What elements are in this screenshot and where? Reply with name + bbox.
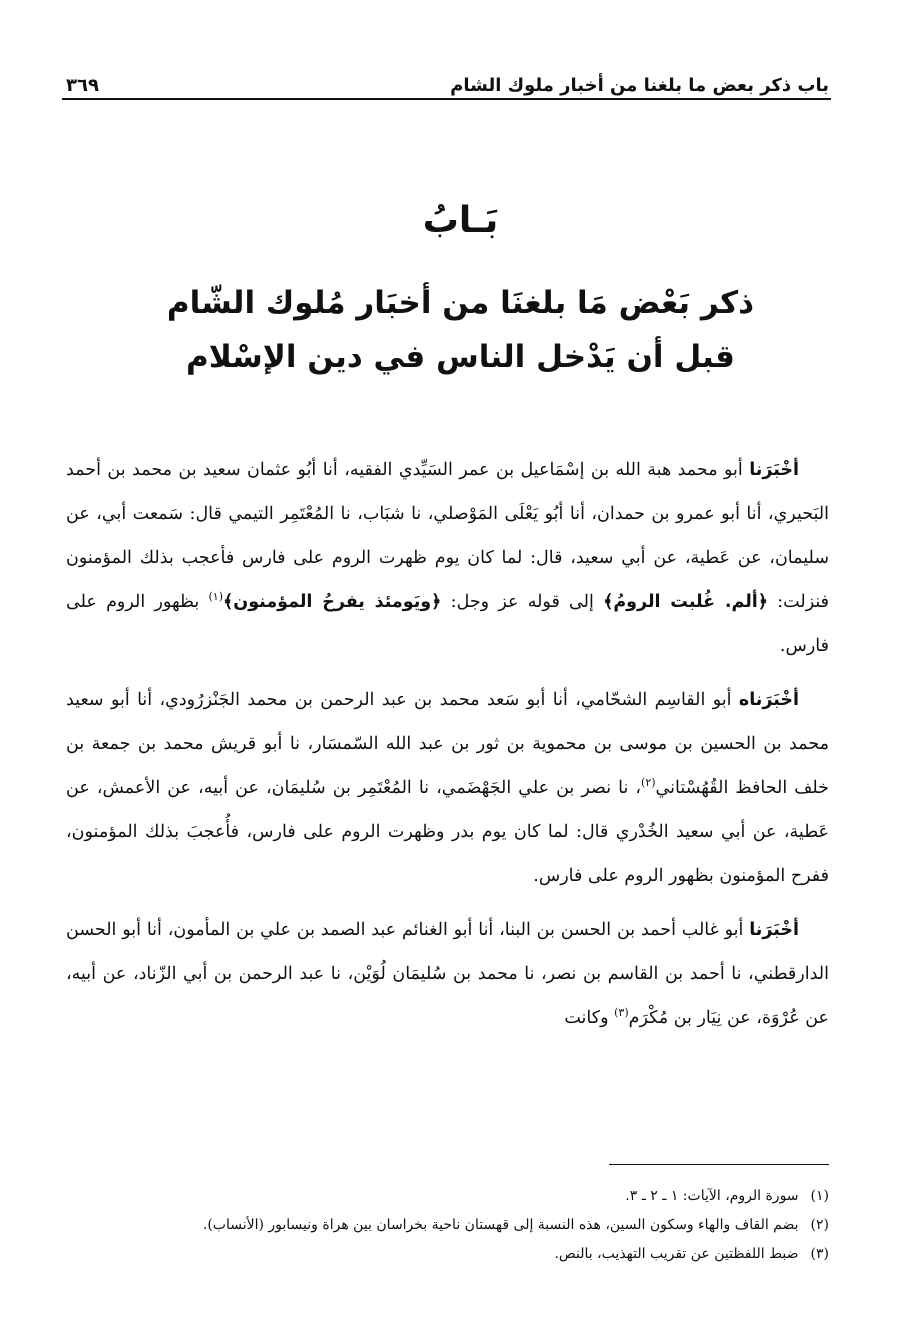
footnote-text: سورة الروم، الآيات: ١ ـ ٢ ـ ٣. xyxy=(625,1188,799,1204)
paragraph-text: وكانت xyxy=(564,1008,615,1028)
footnote-ref: (٢) xyxy=(641,776,656,790)
page-number: ٣٦٩ xyxy=(66,75,99,96)
footnote-item xyxy=(66,1211,829,1240)
paragraph-text: أبو محمد هبة الله بن إسْمَاعيل بن عمر السَيِّدي الفقيه، أنا أبُو عثمان سعيد بن محمد بن أحمد البَحيري، أنا أبو عمرو بن حمدان، أنا أبُو يَعْلَى المَوْصلي، نا شبَاب، نا المُعْتَمِر التيمي قال: سَمعت أبي، عن سليمان، عن عَطية، عن أبي سعيد، قال: لما كان يوم ظهرت الروم على فارس فأعجب بذلك المؤمنون فنزلت: xyxy=(66,460,829,612)
header-divider xyxy=(62,98,831,100)
footnote-number: (٢) xyxy=(810,1217,829,1233)
footnote-text: ضبط اللفظتين عن تقريب التهذيب، بالنص. xyxy=(554,1246,799,1262)
paragraph-text: ، نا نصر بن علي الجَهْضَمي، نا المُعْتَمِر بن سُليمَان، عن أبيه، عن الأعمش، عن عَطية، عن أبي سعيد الخُدْري قال: لما كان يوم بدر وظهرت الروم على فارس، فأُعجبَ بذلك المؤمنون، ففرح المؤمنون بظهور الروم على فارس. xyxy=(66,778,829,886)
paragraph-text: أبو القاسِم الشحّامي، أنا أبو سَعد محمد بن عبد الرحمن بن محمد الجَنْزرُودي، أنا أبو سعيد محمد بن الحسين بن موسى بن محموية بن ثور بن عبد الله السّمسَار، نا أبو قريش محمد بن جمعة بن خلف الحافظ القُهُسْتاني xyxy=(66,690,829,798)
paragraph-lead: أخْبَرَنا xyxy=(749,920,799,940)
quran-quote: ﴿ويَومئذ يفرحُ المؤمنون﴾ xyxy=(223,592,442,612)
chapter-title xyxy=(60,276,861,384)
paragraph-3 xyxy=(66,908,829,1040)
body-text xyxy=(66,448,829,1050)
paragraph-text: أبو غالب أحمد بن الحسن بن البنا، أنا أبو الغنائم عبد الصمد بن علي بن المأمون، أنا أبو الحسن الدارقطني، نا أحمد بن القاسم بن نصر، نا محمد بن سُليمَان لُوَيْن، نا عبد الرحمن بن أبي الزّناد، عن أبيه، عن عُرْوَة، عن نِيَار بن مُكْرَم xyxy=(66,920,829,1028)
chapter-label: بَـابُ xyxy=(422,200,499,241)
footnote-ref: (١) xyxy=(208,590,224,604)
paragraph-text: بظهور الروم على فارس. xyxy=(66,592,829,656)
footnote-item xyxy=(66,1182,829,1211)
chapter-title-line2: قبل أن يَدْخل الناس في دين الإسْلام xyxy=(186,339,735,375)
chapter-title-line1: ذكر بَعْض مَا بلغنَا من أخبَار مُلوك الشّام xyxy=(166,285,755,321)
paragraph-2 xyxy=(66,678,829,898)
footnote-divider xyxy=(609,1164,829,1165)
footnote-item xyxy=(66,1240,829,1269)
running-title: باب ذكر بعض ما بلغنا من أخبار ملوك الشام xyxy=(450,75,829,96)
paragraph-lead: أخْبَرَنا xyxy=(749,460,799,480)
footnote-number: (٣) xyxy=(810,1246,829,1262)
footnotes xyxy=(66,1182,829,1269)
running-header xyxy=(66,60,829,96)
footnote-text: بضم القاف والهاء وسكون السين، هذه النسبة إلى قهستان ناحية بخراسان بين هراة ونيسابور (الأنساب). xyxy=(202,1217,799,1233)
paragraph-lead: أخْبَرَناه xyxy=(738,690,799,710)
footnote-number: (١) xyxy=(810,1188,829,1204)
footnote-ref: (٣) xyxy=(614,1006,629,1020)
quran-quote: ﴿ألم. غُلبت الرومُ﴾ xyxy=(603,592,769,612)
paragraph-text: إلى قوله عز وجل: xyxy=(441,592,604,612)
paragraph-1 xyxy=(66,448,829,668)
